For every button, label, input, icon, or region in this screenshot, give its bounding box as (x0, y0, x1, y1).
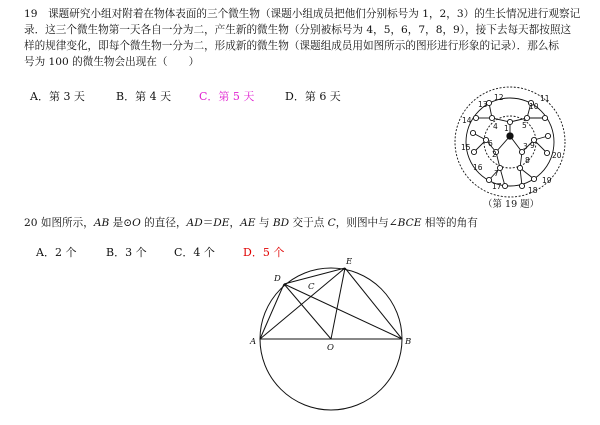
q20-figure (260, 268, 402, 410)
q19-label-13: 13 (478, 100, 488, 109)
q19-center-dot (507, 133, 513, 139)
q20-stem-part: 20 如图所示， (24, 217, 94, 229)
q19-node (524, 115, 529, 120)
q19-node-labels (461, 93, 562, 195)
q20-stem-part: BCE (397, 217, 422, 229)
q19-label-7: 7 (494, 169, 499, 178)
q20-stem-part: DE (213, 217, 230, 229)
q19-node (470, 130, 475, 135)
q20-label-o: O (327, 343, 334, 353)
q19-label-2: 2 (492, 150, 497, 159)
q20-stem-part: O (132, 217, 141, 229)
q19-label-19: 19 (542, 176, 552, 185)
q19-label-8: 8 (525, 156, 530, 165)
q20-chord-be (345, 268, 402, 339)
q20-chord-ad (260, 284, 284, 339)
q19-label-10: 10 (529, 102, 539, 111)
q20-label-c: C (308, 282, 315, 292)
q19-node (531, 176, 536, 181)
q19-line-4: 号为 100 的微生物会出现在（ ） (24, 56, 200, 68)
q20-stem-part: AD (186, 217, 203, 229)
q19-label-20: 20 (552, 151, 562, 160)
q19-option-d: D．第 6 天 (285, 90, 341, 103)
q19-label-18: 18 (528, 186, 538, 195)
q19-node (471, 149, 476, 154)
q20-stem-part: AB (93, 217, 110, 229)
q19-label-17: 17 (492, 182, 502, 191)
q20-stem-part: 的直径， (140, 217, 187, 229)
q19-label-12: 12 (494, 93, 504, 102)
q19-line-2: 录．这三个微生物第一天各自一分为二，产生新的微生物（分别被标号为 4，5，6，7，8，9），接下去每天都按照这 (24, 24, 572, 36)
q20-option-b: B．3 个 (106, 246, 147, 259)
q19-caption: （第 19 题） (483, 199, 540, 210)
q19-label-4: 4 (493, 122, 498, 131)
q19-line-3: 样的规律变化，即每个微生物一分为二，形成新的微生物（课题组成员用如图所示的图形进行形象的记录）．那么标 (24, 40, 559, 52)
q20-stem-part: ＝ (202, 217, 214, 229)
q20-option-a: A．2 个 (36, 246, 77, 259)
q19-label-3: 3 (523, 142, 528, 151)
q19-label-15: 15 (461, 143, 471, 152)
q20-option-c: C．4 个 (174, 246, 215, 259)
q19-label-1: 1 (504, 124, 509, 133)
q19-label-5: 5 (522, 121, 527, 130)
q20-label-d: D (274, 274, 281, 284)
q20-segment-do (284, 284, 331, 339)
q19-label-11: 11 (540, 94, 550, 103)
q19-option-a: A．第 3 天 (30, 90, 85, 103)
q19-node (473, 115, 478, 120)
q20-stem-part: 是⊙ (109, 217, 133, 229)
q19-node (544, 150, 549, 155)
q20-label-b: B (405, 337, 412, 347)
q20-stem-part: BD (272, 217, 290, 229)
q19-ring-circle (466, 98, 554, 186)
q20-label-a: A (250, 337, 257, 347)
q19-label-9: 9 (530, 141, 535, 150)
q19-node (502, 183, 507, 188)
q19-node (517, 165, 522, 170)
q19-label-14: 14 (462, 116, 472, 125)
q20-stem-part: ，则图中与∠ (335, 217, 398, 229)
q19-node (545, 133, 550, 138)
q19-node (542, 115, 547, 120)
q20-stem-part: 交于点 (289, 217, 328, 229)
q19-label-6: 6 (488, 139, 493, 148)
q20-stem-part: 与 (255, 217, 273, 229)
q19-node (489, 115, 494, 120)
q20-stem-part: 相等的角有 (421, 217, 478, 229)
q19-label-16: 16 (473, 163, 483, 172)
q19-option-b: B．第 4 天 (116, 90, 172, 103)
q20-stem-part: C (327, 217, 336, 229)
q19-option-c: C．第 5 天 (199, 90, 255, 103)
q20-label-e: E (346, 257, 353, 267)
q20-option-d: D．5 个 (243, 246, 285, 259)
q19-node (486, 177, 491, 182)
q20-stem-part: AE (240, 217, 256, 229)
q19-node (519, 183, 524, 188)
q20-stem-part: ， (229, 217, 241, 229)
q19-line-1: 19 课题研究小组对附着在物体表面的三个微生物（课题小组成员把他们分别标号为 1，2，3）的生长情况进行观察记 (24, 8, 581, 20)
q20-segment-eo (331, 268, 345, 339)
